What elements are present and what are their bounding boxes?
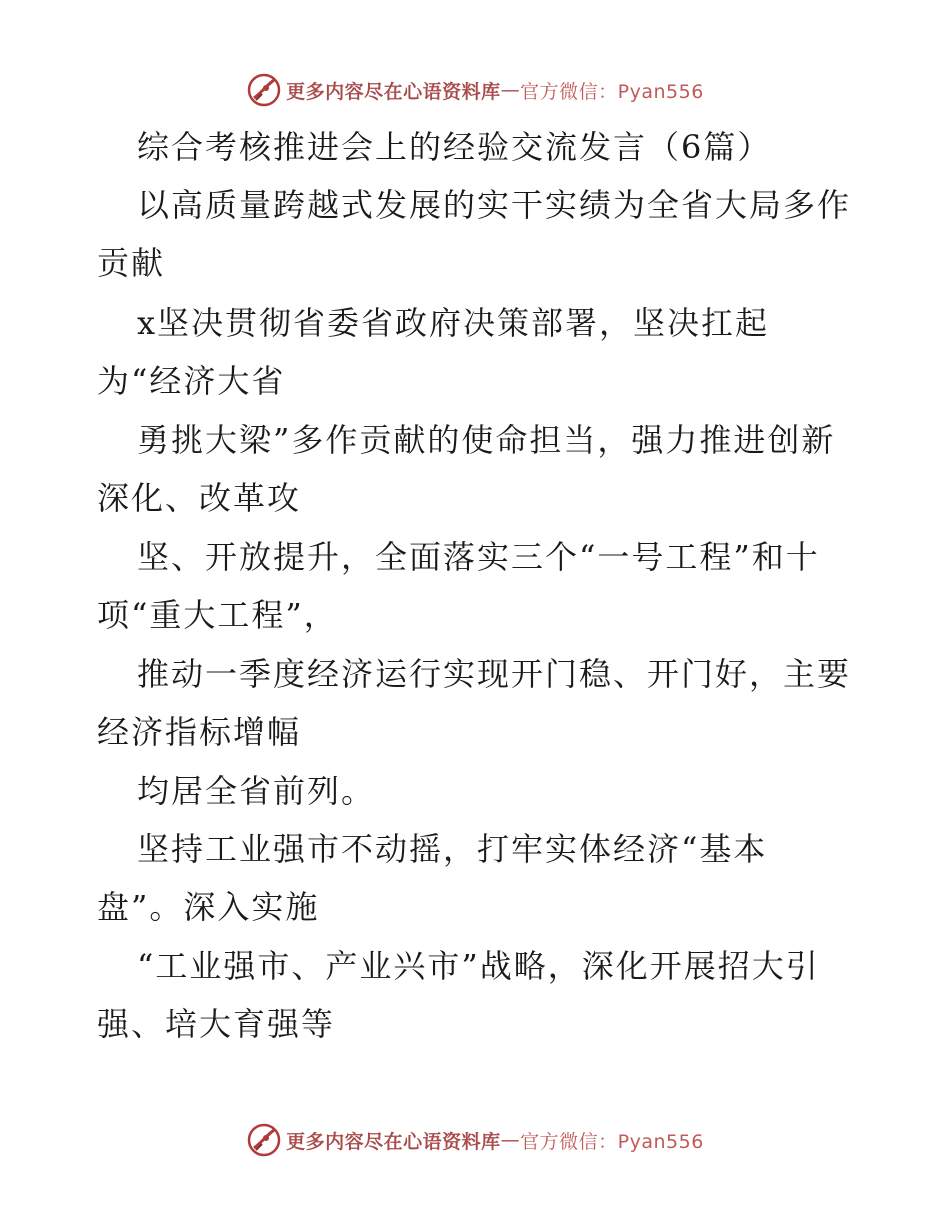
watermark-banner-bottom <box>0 1120 950 1160</box>
text-line: 均居全省前列。 <box>137 772 376 810</box>
watermark-wechat: 官方微信：Pyan556 <box>520 80 704 103</box>
watermark-wechat: 官方微信：Pyan556 <box>520 1130 704 1153</box>
text-line: 贡献 <box>97 244 166 282</box>
text-line: x坚决贯彻省委省政府决策部署，坚决扛起 <box>137 304 770 342</box>
pen-logo-icon <box>246 72 282 108</box>
text-line: “工业强市、产业兴市”战略，深化开展招大引 <box>137 947 820 985</box>
watermark-banner-top <box>0 70 950 110</box>
text-line: 坚持工业强市不动摇，打牢实体经济“基本 <box>137 830 768 868</box>
text-line: 坚、开放提升，全面落实三个“一号工程”和十 <box>137 538 820 576</box>
text-line: 勇挑大梁”多作贡献的使命担当，强力推进创新 <box>137 421 836 459</box>
watermark-text: 更多内容尽在心语资料库 <box>286 1130 501 1153</box>
pen-logo-icon <box>246 1122 282 1158</box>
text-line: 为“经济大省 <box>97 362 286 400</box>
text-line: 以高质量跨越式发展的实干实绩为全省大局多作 <box>137 186 852 224</box>
text-line: 项“重大工程”， <box>97 596 338 634</box>
watermark-separator: — <box>500 79 521 101</box>
watermark-separator: — <box>500 1129 521 1151</box>
text-line: 强、培大育强等 <box>97 1005 336 1043</box>
text-line: 推动一季度经济运行实现开门稳、开门好，主要 <box>137 655 852 693</box>
document-title: 综合考核推进会上的经验交流发言（6篇） <box>137 128 772 166</box>
watermark-text: 更多内容尽在心语资料库 <box>286 80 501 103</box>
text-line: 经济指标增幅 <box>97 713 302 751</box>
text-line: 深化、改革攻 <box>97 479 302 517</box>
text-line: 盘”。深入实施 <box>97 888 320 926</box>
